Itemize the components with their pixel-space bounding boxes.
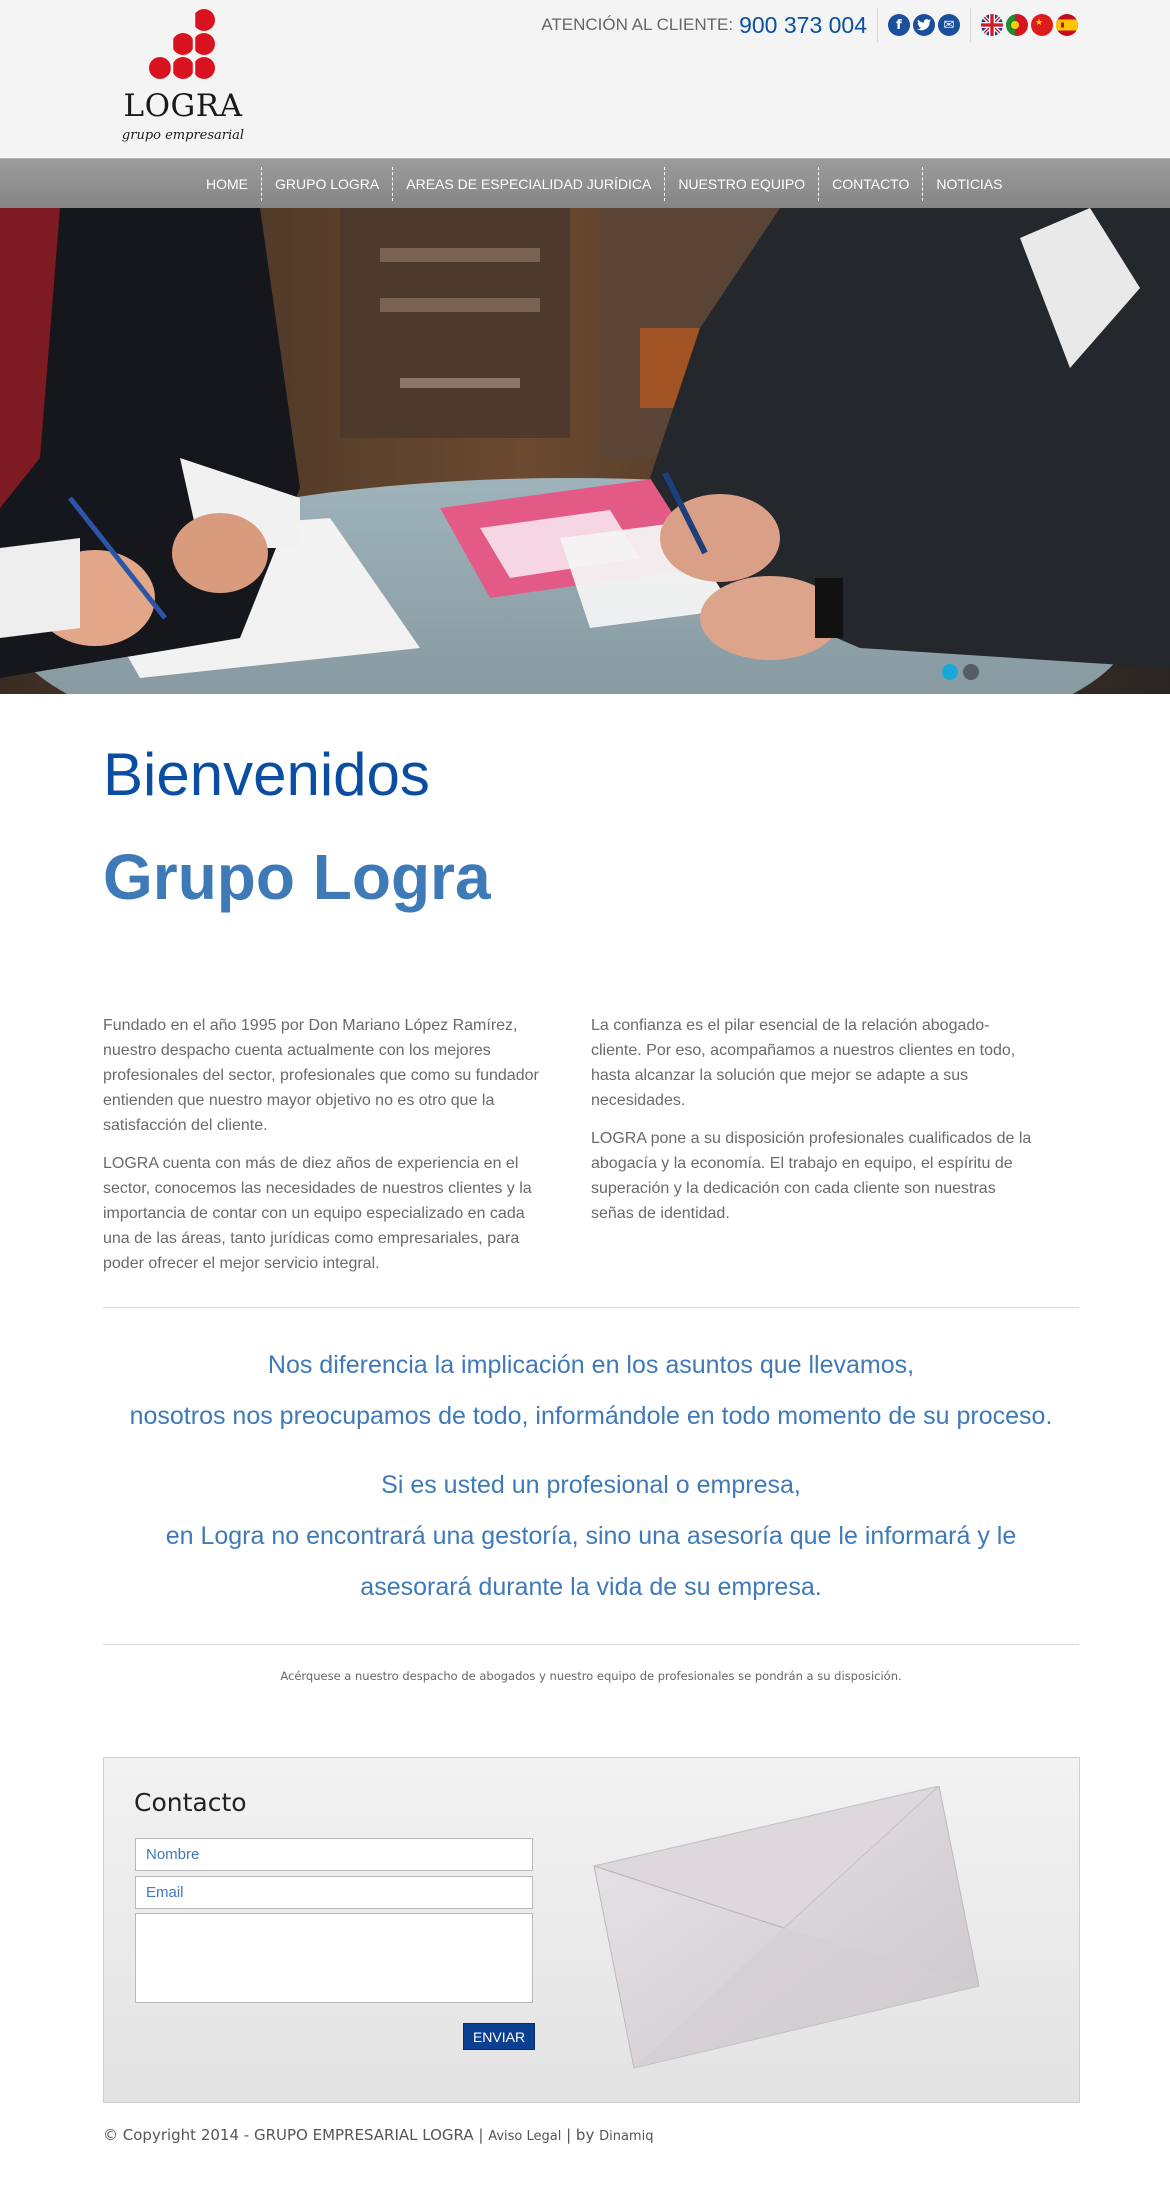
welcome-subtitle: Grupo Logra <box>103 841 491 913</box>
highlight-quote-1 <box>103 1340 1079 1442</box>
divider <box>970 8 971 42</box>
nav-home[interactable]: HOME <box>206 176 248 192</box>
quote-line: Nos diferencia la implicación en los asuntos que llevamos, <box>267 1351 915 1379</box>
logo[interactable] <box>118 6 248 146</box>
intro-paragraph: LOGRA pone a su disposición profesionales cualificados de la abogacía y la economía. El trabajo en equipo, el espíritu de superación y la dedicación con cada cliente son nuestras señas de identidad. <box>591 1130 1032 1222</box>
hero-image <box>0 208 1170 694</box>
main-navigation <box>0 158 1170 208</box>
hero-slider <box>0 208 1170 694</box>
email-field[interactable]: Email <box>135 1876 533 1909</box>
quote-line: nosotros nos preocupamos de todo, informándole en todo momento de su proceso. <box>129 1402 1053 1430</box>
customer-service-label: ATENCIÓN AL CLIENTE: <box>541 15 734 34</box>
china-flag-icon[interactable] <box>1031 14 1053 36</box>
message-field[interactable] <box>135 1913 533 2003</box>
twitter-icon[interactable] <box>913 14 935 36</box>
footer <box>103 2126 653 2144</box>
invitation-note: Acérquese a nuestro despacho de abogados y nuestro equipo de profesionales se pondrán a su disposición. <box>280 1669 902 1683</box>
footer-separator: | <box>473 2126 489 2144</box>
slider-dot-2[interactable] <box>963 664 979 680</box>
quote-line: asesorará durante la vida de su empresa. <box>360 1573 822 1601</box>
phone-number[interactable]: 900 373 004 <box>739 11 867 38</box>
nav-contacto[interactable]: CONTACTO <box>818 167 922 201</box>
name-field[interactable]: Nombre <box>135 1838 533 1871</box>
quote-line: Si es usted un profesional o empresa, <box>381 1471 801 1499</box>
nav-nuestro-equipo[interactable]: NUESTRO EQUIPO <box>664 167 818 201</box>
language-selector <box>981 14 1078 36</box>
intro-paragraph: LOGRA cuenta con más de diez años de experiencia en el sector, conocemos las necesidades de nuestros clientes y la importancia de contar con un equipo especializado en cada una de las áreas, tanto jurídicas como empresariales, para poder ofrecer el mejor servicio integral. <box>103 1155 532 1272</box>
email-icon[interactable]: ✉ <box>938 14 960 36</box>
intro-paragraph: La confianza es el pilar esencial de la relación abogado-cliente. Por eso, acompañamos a nuestros clientes en todo, hasta alcanzar la solución que mejor se adapte a sus necesidades. <box>591 1017 1016 1109</box>
slider-dots <box>942 664 979 680</box>
divider <box>103 1644 1079 1645</box>
svg-text:★: ★ <box>1035 18 1044 28</box>
top-contact-bar <box>541 10 1078 40</box>
intro-right-column <box>591 1013 1036 1239</box>
divider <box>103 1307 1079 1308</box>
uk-flag-icon[interactable] <box>981 14 1003 36</box>
quote-line: en Logra no encontrará una gestoría, sino una asesoría que le informará y le <box>165 1522 1017 1550</box>
send-button[interactable]: ENVIAR <box>463 2023 535 2050</box>
logo-text: LOGRA <box>123 88 243 124</box>
contact-title: Contacto <box>134 1788 247 1817</box>
social-links <box>888 14 960 36</box>
site-header <box>0 0 1170 158</box>
nav-areas-especialidad[interactable]: AREAS DE ESPECIALIDAD JURÍDICA <box>392 167 664 201</box>
nav-grupo-logra[interactable]: GRUPO LOGRA <box>261 167 392 201</box>
logo-dots-icon <box>138 6 228 88</box>
footer-separator: | by <box>561 2126 600 2144</box>
intro-left-column <box>103 1013 543 1289</box>
portugal-flag-icon[interactable] <box>1006 14 1028 36</box>
welcome-title: Bienvenidos <box>103 741 430 808</box>
highlight-quote-2 <box>103 1460 1079 1613</box>
spain-flag-icon[interactable] <box>1056 14 1078 36</box>
author-link[interactable]: Dinamiq <box>599 2129 654 2144</box>
copyright-text: © Copyright 2014 - GRUPO EMPRESARIAL LOGRA <box>103 2126 474 2144</box>
legal-link[interactable]: Aviso Legal <box>488 2129 562 2144</box>
slider-dot-1[interactable] <box>942 664 958 680</box>
facebook-icon[interactable]: f <box>888 14 910 36</box>
divider <box>877 8 878 42</box>
intro-paragraph: Fundado en el año 1995 por Don Mariano López Ramírez, nuestro despacho cuenta actualmente con los mejores profesionales del sector, profesionales que como su fundador entienden que nuestro mayor objetivo no es otro que la satisfacción del cliente. <box>103 1017 539 1134</box>
nav-noticias[interactable]: NOTICIAS <box>922 167 1015 201</box>
logo-subtitle: grupo empresarial <box>121 128 245 143</box>
contact-form-panel <box>103 1757 1080 2103</box>
envelope-icon <box>584 1786 1004 2086</box>
